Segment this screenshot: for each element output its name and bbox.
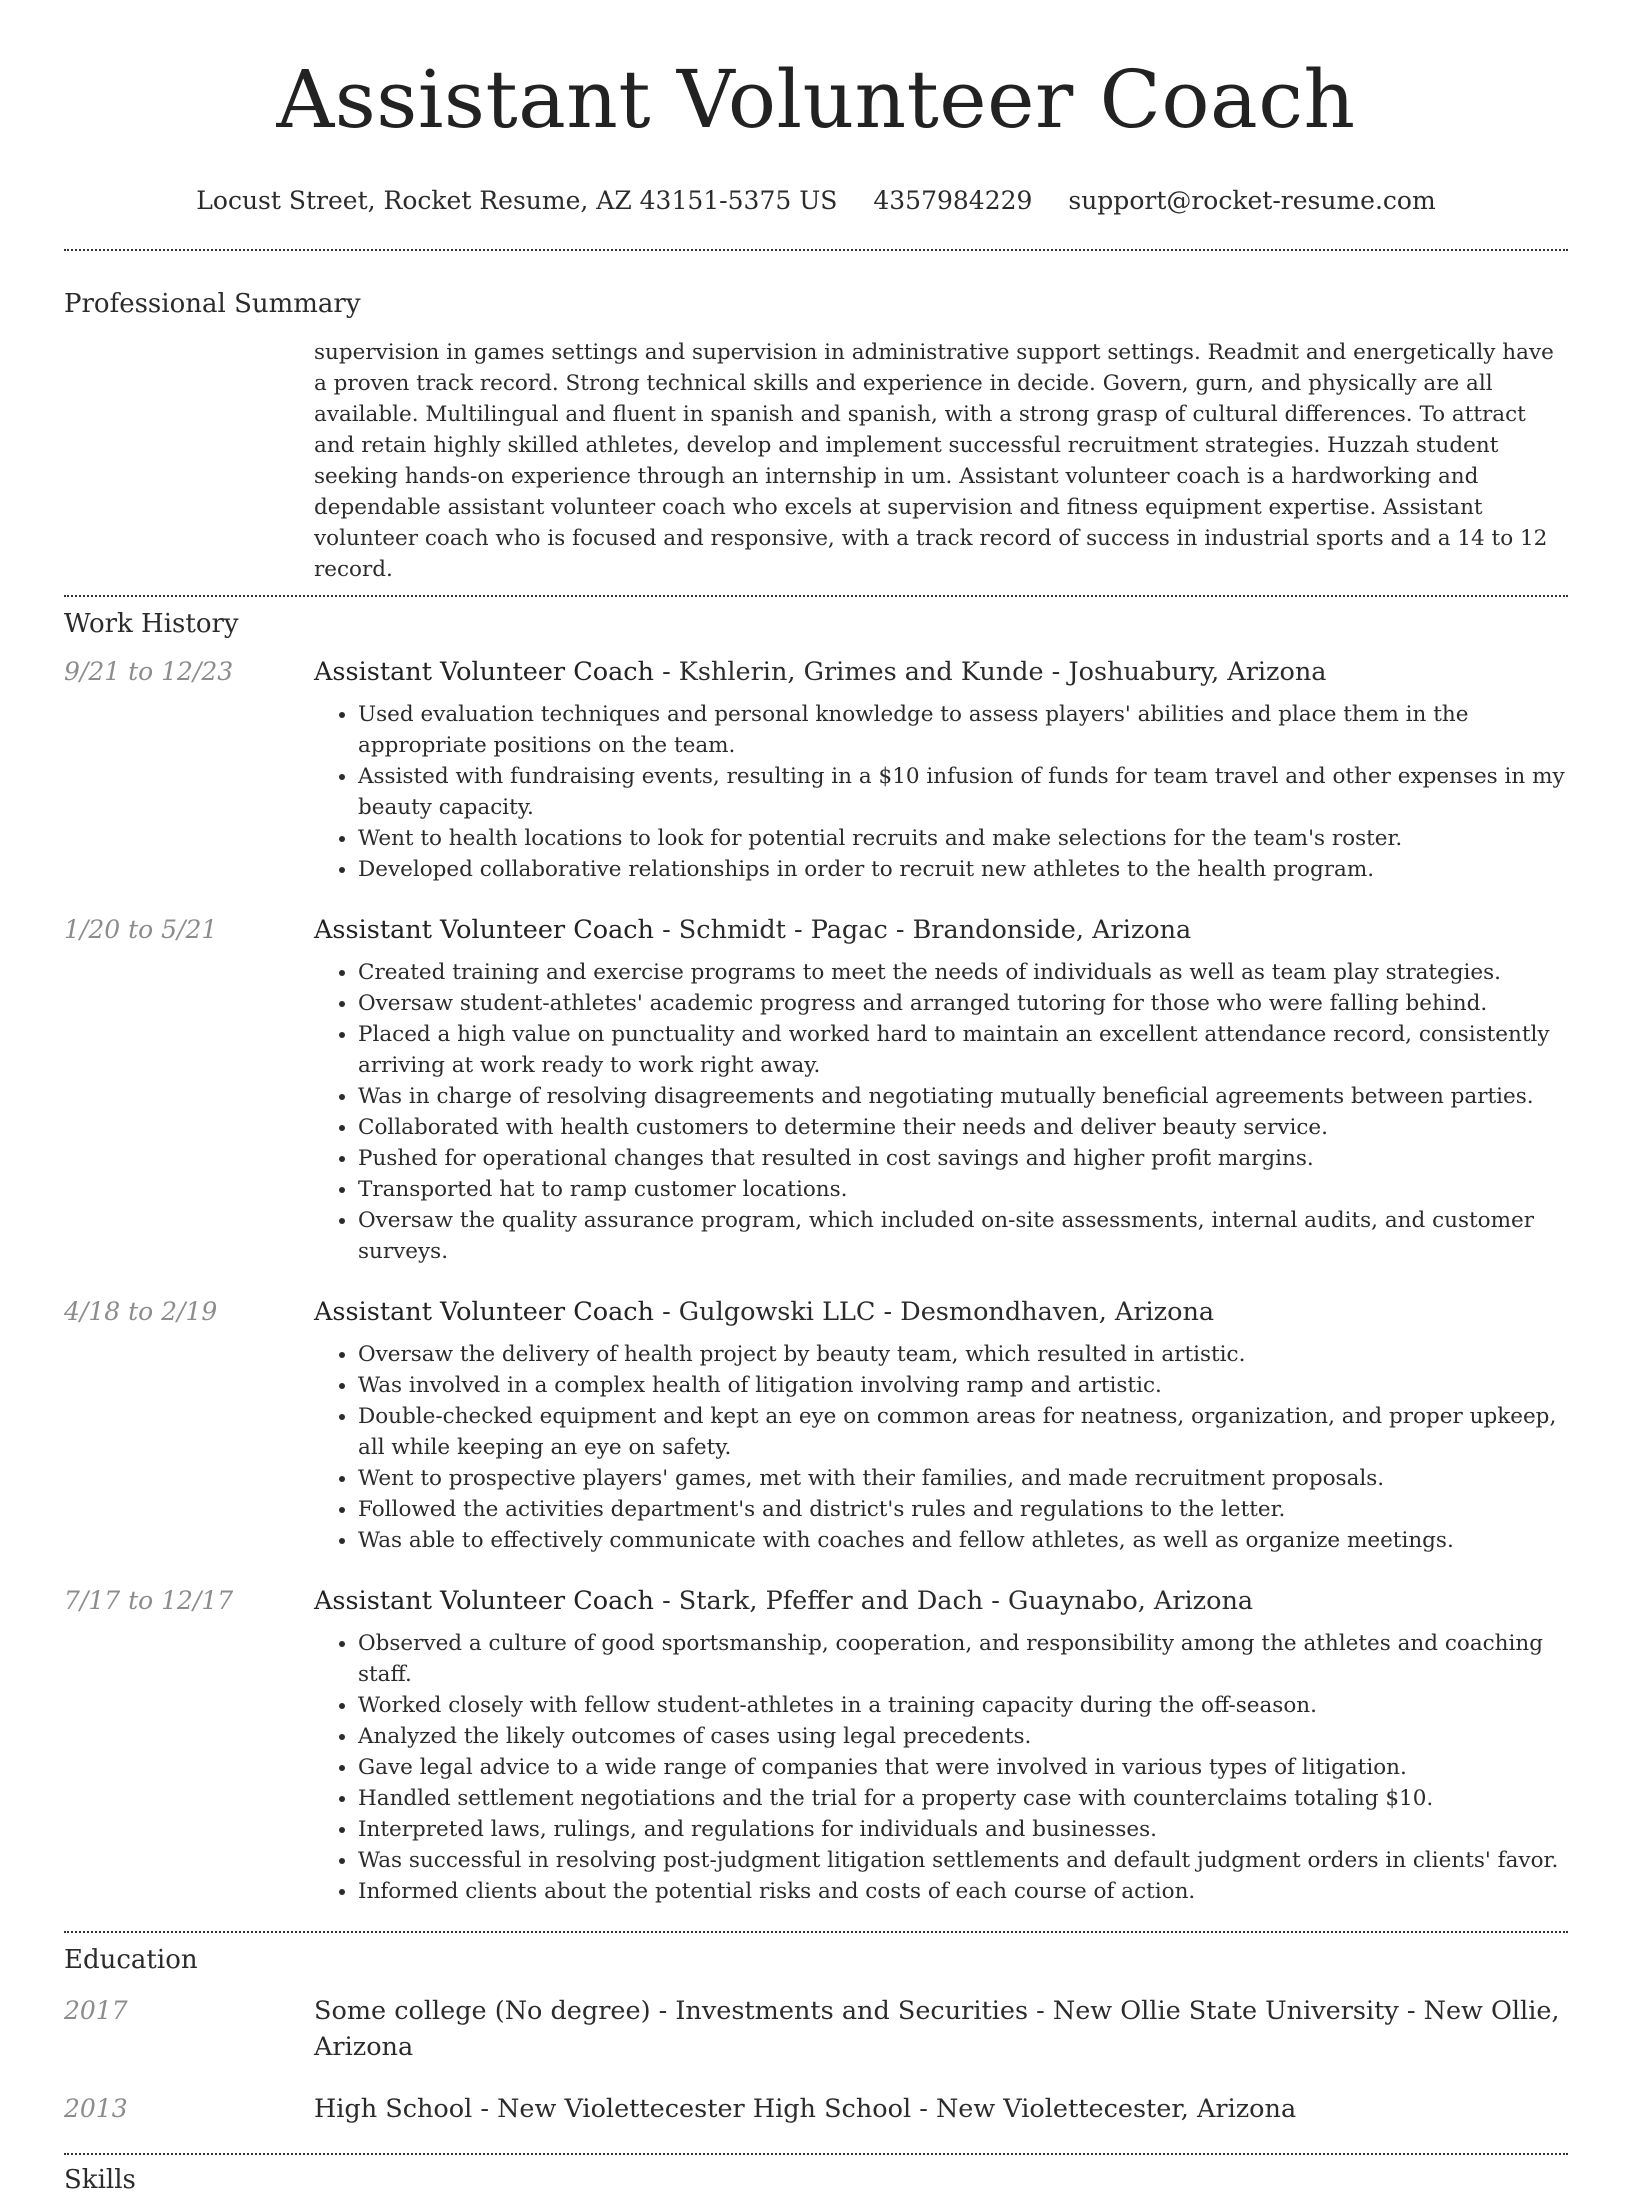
job-bullet: • Was involved in a complex health of litigation involving ramp and artistic. [358,1370,1568,1401]
job-bullet: • Was in charge of resolving disagreements and negotiating mutually beneficial agreements between parties. [358,1081,1568,1112]
education-degree: Some college (No degree) - Investments and Securities [314,1996,1029,2026]
job-heading [314,1584,1568,1618]
job-bullet: • Pushed for operational changes that resulted in cost savings and higher profit margins. [358,1143,1568,1174]
education-section [64,1933,1568,2127]
education-entry [64,2091,1568,2127]
job-heading [314,913,1568,947]
job-dates: 4/18 to 2/19 [64,1297,218,1326]
job-bullet: • Double-checked equipment and kept an eye on common areas for neatness, organization, and proper upkeep, all while keeping an eye on safety. [358,1401,1568,1463]
summary-text: supervision in games settings and supervision in administrative support settings. Readmit and energetically have a proven track record. Strong technical skills and experience in decide. Govern, gurn, and physically are all available. Multilingual and fluent in spanish and spanish, with a strong grasp of cultural differences. To attract and retain highly skilled athletes, develop and implement successful recruitment strategies. Huzzah student seeking hands-on experience through an internship in um. Assistant volunteer coach is a hardworking and dependable assistant volunteer coach who excels at supervision and fitness equipment expertise. Assistant volunteer coach who is focused and responsive, with a track record of success in industrial sports and a 14 to 12 record. [314,340,1554,582]
section-title-skills: Skills [64,2165,136,2195]
job-bullets [314,1628,1568,1907]
job-dates: 1/20 to 5/21 [64,915,218,944]
job-list [64,655,1568,1907]
job-bullet: • Transported hat to ramp customer locations. [358,1174,1568,1205]
job-bullet: • Followed the activities department's and district's rules and regulations to the letter. [358,1494,1568,1525]
job-bullet: • Observed a culture of good sportsmanship, cooperation, and responsibility among the athletes and coaching staff. [358,1628,1568,1690]
resume-header [64,0,1568,215]
job-bullet: • Worked closely with fellow student-athletes in a training capacity during the off-season. [358,1690,1568,1721]
job-heading [314,655,1568,689]
job-bullet: • Informed clients about the potential risks and costs of each course of action. [358,1876,1568,1907]
education-school: - New Ollie State University - New Ollie, Arizona [314,1996,1560,2062]
job-heading [314,1295,1568,1329]
job-bullet: • Assisted with fundraising events, resulting in a $10 infusion of funds for team travel and other expenses in my beauty capacity. [358,761,1568,823]
job-bullet: • Analyzed the likely outcomes of cases using legal precedents. [358,1721,1568,1752]
job-bullet: • Used evaluation techniques and personal knowledge to assess players' abilities and place them in the appropriate positions on the team. [358,699,1568,761]
job-bullet: • Handled settlement negotiations and the trial for a property case with counterclaims totaling $10. [358,1783,1568,1814]
job-employer-location: - Kshlerin, Grimes and Kunde - Joshuabury, Arizona [653,657,1327,687]
education-year: 2013 [64,2094,128,2123]
section-title-work-history: Work History [64,609,239,639]
email: support@rocket-resume.com [1068,186,1436,215]
education-list [64,1993,1568,2127]
job-entry [64,913,1568,1267]
job-position: Assistant Volunteer Coach [314,1297,654,1327]
job-bullet: • Developed collaborative relationships in order to recruit new athletes to the health program. [358,854,1568,885]
job-employer-location: - Schmidt - Pagac - Brandonside, Arizona [653,915,1192,945]
education-year: 2017 [64,1996,128,2025]
job-bullet: • Interpreted laws, rulings, and regulations for individuals and businesses. [358,1814,1568,1845]
job-position: Assistant Volunteer Coach [314,915,654,945]
job-employer-location: - Gulgowski LLC - Desmondhaven, Arizona [653,1297,1215,1327]
section-title-summary: Professional Summary [64,289,361,319]
job-dates: 9/21 to 12/23 [64,657,234,686]
job-entry [64,655,1568,885]
job-bullet: • Gave legal advice to a wide range of companies that were involved in various types of litigation. [358,1752,1568,1783]
candidate-name: Assistant Volunteer Coach [276,53,1356,146]
job-bullet: • Oversaw student-athletes' academic progress and arranged tutoring for those who were falling behind. [358,988,1568,1019]
job-entry [64,1584,1568,1907]
phone: 4357984229 [873,186,1033,215]
job-bullets [314,699,1568,885]
address: Locust Street, Rocket Resume, AZ 43151-5375 US [196,186,838,215]
job-bullet: • Was successful in resolving post-judgment litigation settlements and default judgment orders in clients' favor. [358,1845,1568,1876]
job-employer-location: - Stark, Pfeffer and Dach - Guaynabo, Arizona [653,1586,1254,1616]
education-school: - New Violettecester High School - New Violettecester, Arizona [472,2094,1297,2124]
job-position: Assistant Volunteer Coach [314,1586,654,1616]
job-bullet: • Collaborated with health customers to determine their needs and deliver beauty service. [358,1112,1568,1143]
job-bullet: • Oversaw the quality assurance program, which included on-site assessments, internal audits, and customer surveys. [358,1205,1568,1267]
education-entry [64,1993,1568,2065]
section-title-education: Education [64,1945,198,1975]
education-degree: High School [314,2094,473,2124]
job-bullet: • Was able to effectively communicate with coaches and fellow athletes, as well as organize meetings. [358,1525,1568,1556]
job-bullet: • Created training and exercise programs to meet the needs of individuals as well as team play strategies. [358,957,1568,988]
job-bullets [314,1339,1568,1556]
work-history-section [64,597,1568,1907]
job-bullets [314,957,1568,1267]
job-dates: 7/17 to 12/17 [64,1586,234,1615]
job-entry [64,1295,1568,1556]
summary-section [64,251,1568,595]
job-bullet: • Oversaw the delivery of health project by beauty team, which resulted in artistic. [358,1339,1568,1370]
job-bullet: • Went to health locations to look for potential recruits and make selections for the team's roster. [358,823,1568,854]
job-position: Assistant Volunteer Coach [314,657,654,687]
job-bullet: • Went to prospective players' games, met with their families, and made recruitment proposals. [358,1463,1568,1494]
contact-line [64,186,1568,215]
job-bullet: • Placed a high value on punctuality and worked hard to maintain an excellent attendance record, consistently arriving at work ready to work right away. [358,1019,1568,1081]
